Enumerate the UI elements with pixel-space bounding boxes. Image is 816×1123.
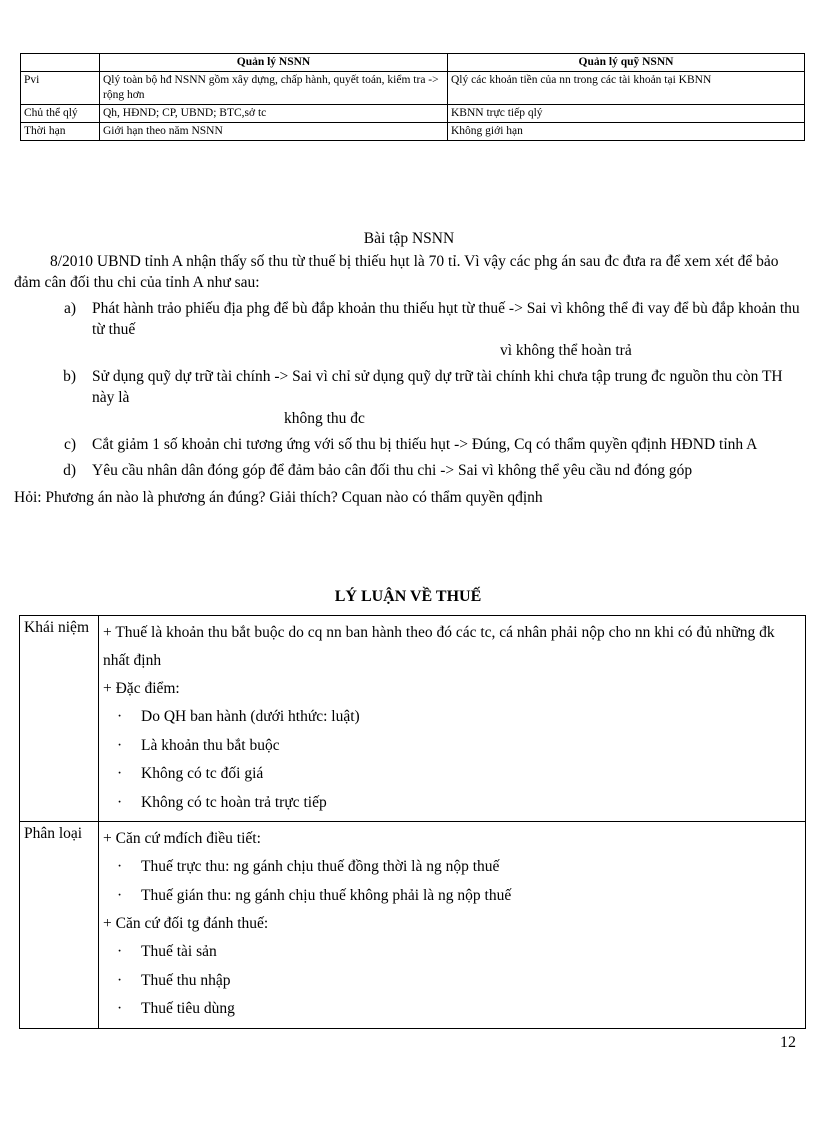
bullet-text: Không có tc hoàn trả trực tiếp — [141, 793, 327, 811]
plus-line: + Thuế là khoản thu bắt buộc do cq nn ban hành theo đó các tc, cá nhân phải nộp cho nn khi có đủ những đk nhất định — [103, 624, 775, 669]
table-cell: Giới hạn theo năm NSNN — [100, 123, 448, 141]
bullet-item — [103, 967, 801, 996]
option-d — [14, 460, 804, 481]
bullet-item — [103, 853, 801, 882]
page-number: 12 — [780, 1034, 796, 1051]
option-continuation: vì không thể hoàn trả — [500, 342, 632, 359]
table-row — [21, 123, 805, 141]
table-cell: Không giới hạn — [448, 123, 805, 141]
exercise-section — [14, 228, 804, 508]
exercise-title: Bài tập NSNN — [363, 230, 455, 247]
option-label: c) — [63, 436, 76, 453]
table-cell: Qh, HĐND; CP, UBND; BTC,sở tc — [100, 105, 448, 123]
option-label: b) — [63, 368, 76, 385]
bullet-text: Thuế tài sản — [141, 943, 217, 960]
header-cell: Quản lý quỹ NSNN — [448, 54, 805, 72]
plus-line: + Căn cứ đối tg đánh thuế: — [103, 915, 269, 932]
row-label: Khái niệm — [20, 616, 99, 822]
exercise-question: Hỏi: Phương án nào là phương án đúng? Giải thích? Cquan nào có thẩm quyền qđịnh — [14, 489, 543, 506]
option-continuation: không thu đc — [284, 410, 365, 427]
plus-line: + Căn cứ mđích điều tiết: — [103, 830, 261, 847]
row-label: Phân loại — [20, 822, 99, 1029]
option-b — [14, 366, 804, 429]
bullet-icon: · — [117, 943, 123, 960]
bullet-icon: · — [117, 858, 123, 875]
bullet-text: Không có tc đối giá — [141, 765, 264, 782]
option-label: d) — [63, 462, 76, 479]
theory-title: LÝ LUẬN VỀ THUẾ — [334, 588, 482, 605]
bullet-icon: · — [117, 708, 123, 725]
table-row — [20, 822, 806, 1029]
bullet-item — [103, 703, 801, 732]
header-cell — [21, 54, 100, 72]
bullet-icon: · — [117, 886, 123, 904]
table-cell: Pvi — [21, 72, 100, 105]
bullet-text: Là khoản thu bắt buộc — [141, 736, 280, 754]
option-text: Sử dụng quỹ dự trữ tài chính -> Sai vì chỉ sử dụng quỹ dự trữ tài chính khi chưa tập trung đc nguồn thu còn TH này là — [92, 368, 783, 406]
plus-line: + Đặc điểm: — [103, 680, 180, 697]
table-cell: Qlý toàn bộ hđ NSNN gồm xây dựng, chấp hành, quyết toán, kiểm tra -> rộng hơn — [100, 72, 448, 105]
theory-table — [19, 615, 806, 1029]
table-cell: KBNN trực tiếp qlý — [448, 105, 805, 123]
table-cell: Chủ thể qlý — [21, 105, 100, 123]
bullet-icon: · — [117, 736, 123, 754]
bullet-item — [103, 995, 801, 1024]
header-cell: Quản lý NSNN — [100, 54, 448, 72]
option-c — [14, 434, 804, 455]
table-cell: Qlý các khoản tiền của nn trong các tài khoản tại KBNN — [448, 72, 805, 105]
bullet-text: Thuế thu nhập — [141, 971, 231, 989]
bullet-text: Thuế tiêu dùng — [141, 1000, 235, 1017]
bullet-item — [103, 732, 801, 761]
table-header-row — [21, 54, 805, 72]
bullet-icon: · — [117, 1000, 123, 1017]
bullet-text: Do QH ban hành (dưới hthức: luật) — [141, 708, 360, 725]
exercise-intro: 8/2010 UBND tỉnh A nhận thấy số thu từ thuế bị thiếu hụt là 70 tỉ. Vì vậy các phg án sau đc đưa ra để xem xét để bảo đảm cân đối thu chi của tỉnh A như sau: — [14, 253, 779, 291]
bullet-icon: · — [117, 971, 123, 989]
bullet-text: Thuế gián thu: ng gánh chịu thuế không phải là ng nộp thuế — [141, 886, 512, 904]
table-cell: Thời hạn — [21, 123, 100, 141]
row-content — [99, 616, 806, 822]
comparison-table — [20, 53, 805, 141]
option-label: a) — [63, 300, 76, 317]
option-a — [14, 298, 804, 361]
table-row — [21, 72, 805, 105]
bullet-text: Thuế trực thu: ng gánh chịu thuế đồng thời là ng nộp thuế — [141, 858, 500, 875]
bullet-item — [103, 789, 801, 818]
bullet-item — [103, 760, 801, 789]
bullet-icon: · — [117, 765, 123, 782]
option-text: Yêu cầu nhân dân đóng góp để đảm bảo cân đối thu chi -> Sai vì không thể yêu cầu nd đóng góp — [92, 462, 693, 479]
table-row — [20, 616, 806, 822]
bullet-item — [103, 938, 801, 967]
table-row — [21, 105, 805, 123]
row-content — [99, 822, 806, 1029]
bullet-icon: · — [117, 793, 123, 811]
option-text: Phát hành trảo phiếu địa phg để bù đắp khoản thu thiếu hụt từ thuế -> Sai vì không thể đi vay để bù đắp khoản thu từ thuế — [92, 300, 800, 338]
option-text: Cắt giảm 1 số khoản chi tương ứng với số thu bị thiếu hụt -> Đúng, Cq có thẩm quyền qđịnh HĐND tỉnh A — [92, 436, 758, 453]
bullet-item — [103, 882, 801, 911]
